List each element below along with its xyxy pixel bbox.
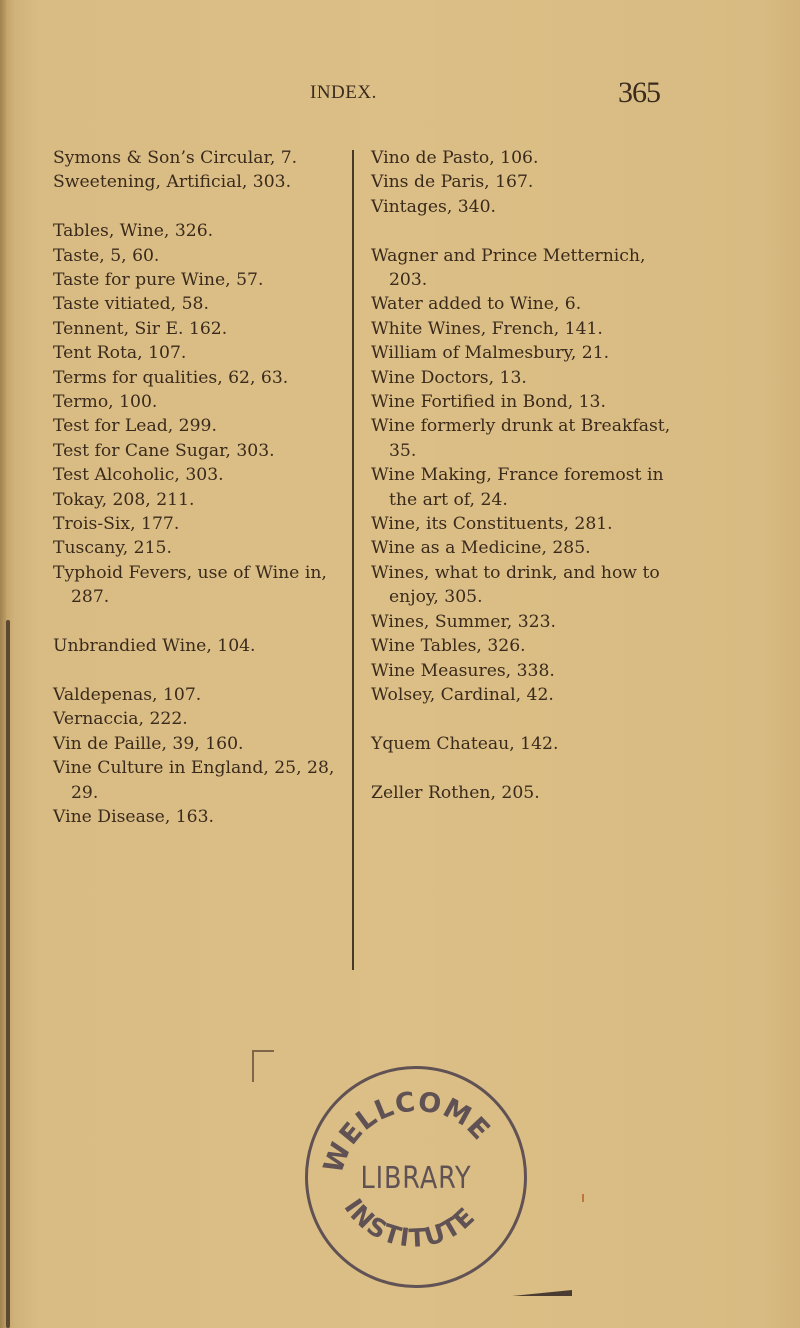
index-entry: Tokay, 208, 211. [53,489,195,510]
index-entry: Wine Fortified in Bond, 13. [371,392,606,413]
index-entry: Zeller Rothen, 205. [371,782,540,803]
index-entry: Tent Rota, 107. [53,343,187,364]
index-entry: Wine Tables, 326. [371,636,526,657]
index-entry: Vins de Paris, 167. [371,172,534,193]
pencil-corner-mark [252,1050,274,1082]
index-entry: Wine, its Constituents, 281. [371,514,613,535]
index-entry: Vin de Paille, 39, 160. [53,733,244,754]
index-entry: Test for Cane Sugar, 303. [53,440,275,461]
index-entry: Vine Disease, 163. [53,806,215,827]
index-entry: Wine Doctors, 13. [371,367,527,388]
index-entry: Yquem Chateau, 142. [371,733,559,754]
binding-edge-line [6,620,10,1328]
index-entry: Wines, what to drink, and how to enjoy, 305. [371,562,660,608]
index-entry: Typhoid Fevers, use of Wine in, 287. [53,562,327,608]
index-entry: Valdepenas, 107. [53,684,202,705]
index-entry: Vino de Pasto, 106. [371,148,539,168]
index-entry: Trois-Six, 177. [53,514,180,535]
index-entry: White Wines, French, 141. [371,318,603,339]
index-entry: Wine as a Medicine, 285. [371,538,591,559]
index-entry: Wagner and Prince Metternich, 203. [371,245,646,291]
letter-group-gap [53,659,353,683]
index-entry: Wine formerly drunk at Breakfast, 35. [371,416,671,461]
letter-group-gap [371,707,681,731]
letter-group-gap [371,756,681,780]
letter-group-gap [53,195,353,219]
index-column-left [53,146,353,829]
index-entry: Unbrandied Wine, 104. [53,636,256,657]
index-entry: Wine Measures, 338. [371,660,555,681]
index-entry: Vernaccia, 222. [53,709,188,730]
index-entry: Taste vitiated, 58. [53,294,209,315]
column-divider [352,150,354,970]
index-entry: Termo, 100. [53,392,158,413]
index-entry: Symons & Son’s Circular, 7. [53,148,298,168]
index-entry: Wines, Summer, 323. [371,611,556,632]
stamp-top-text: WELLCOME [317,1086,497,1178]
page-number: 365 [618,76,660,109]
index-entry: Wine Making, France foremost in the art of, 24. [371,465,664,510]
svg-text:INSTITUTE [339,1194,481,1253]
stamp-center-text: LIBRARY [360,1161,472,1196]
index-entry: William of Malmesbury, 21. [371,343,610,364]
index-entry: Tennent, Sir E. 162. [53,318,228,339]
index-entry: Water added to Wine, 6. [371,294,582,315]
index-entry: Taste for pure Wine, 57. [53,270,264,291]
index-column-right [371,146,681,805]
index-entry: Vintages, 340. [371,196,497,217]
paper-speck [582,1194,584,1202]
index-entry: Taste, 5, 60. [53,245,160,266]
stamp-bottom-text: INSTITUTE [338,1193,481,1253]
library-stamp [305,1066,527,1288]
running-head: INDEX. [310,82,377,103]
index-entry: Wolsey, Cardinal, 42. [371,684,554,705]
index-entry: Vine Culture in England, 25, 28, 29. [53,758,335,803]
index-entry: Tables, Wine, 326. [53,221,214,242]
index-entry: Test Alcoholic, 303. [53,465,224,486]
index-entry: Test for Lead, 299. [53,416,217,437]
ink-smudge-mark [512,1284,572,1296]
index-entry: Sweetening, Artificial, 303. [53,172,292,193]
index-entry: Tuscany, 215. [53,538,172,559]
letter-group-gap [53,610,353,634]
letter-group-gap [371,219,681,243]
index-entry: Terms for qualities, 62, 63. [53,367,289,388]
